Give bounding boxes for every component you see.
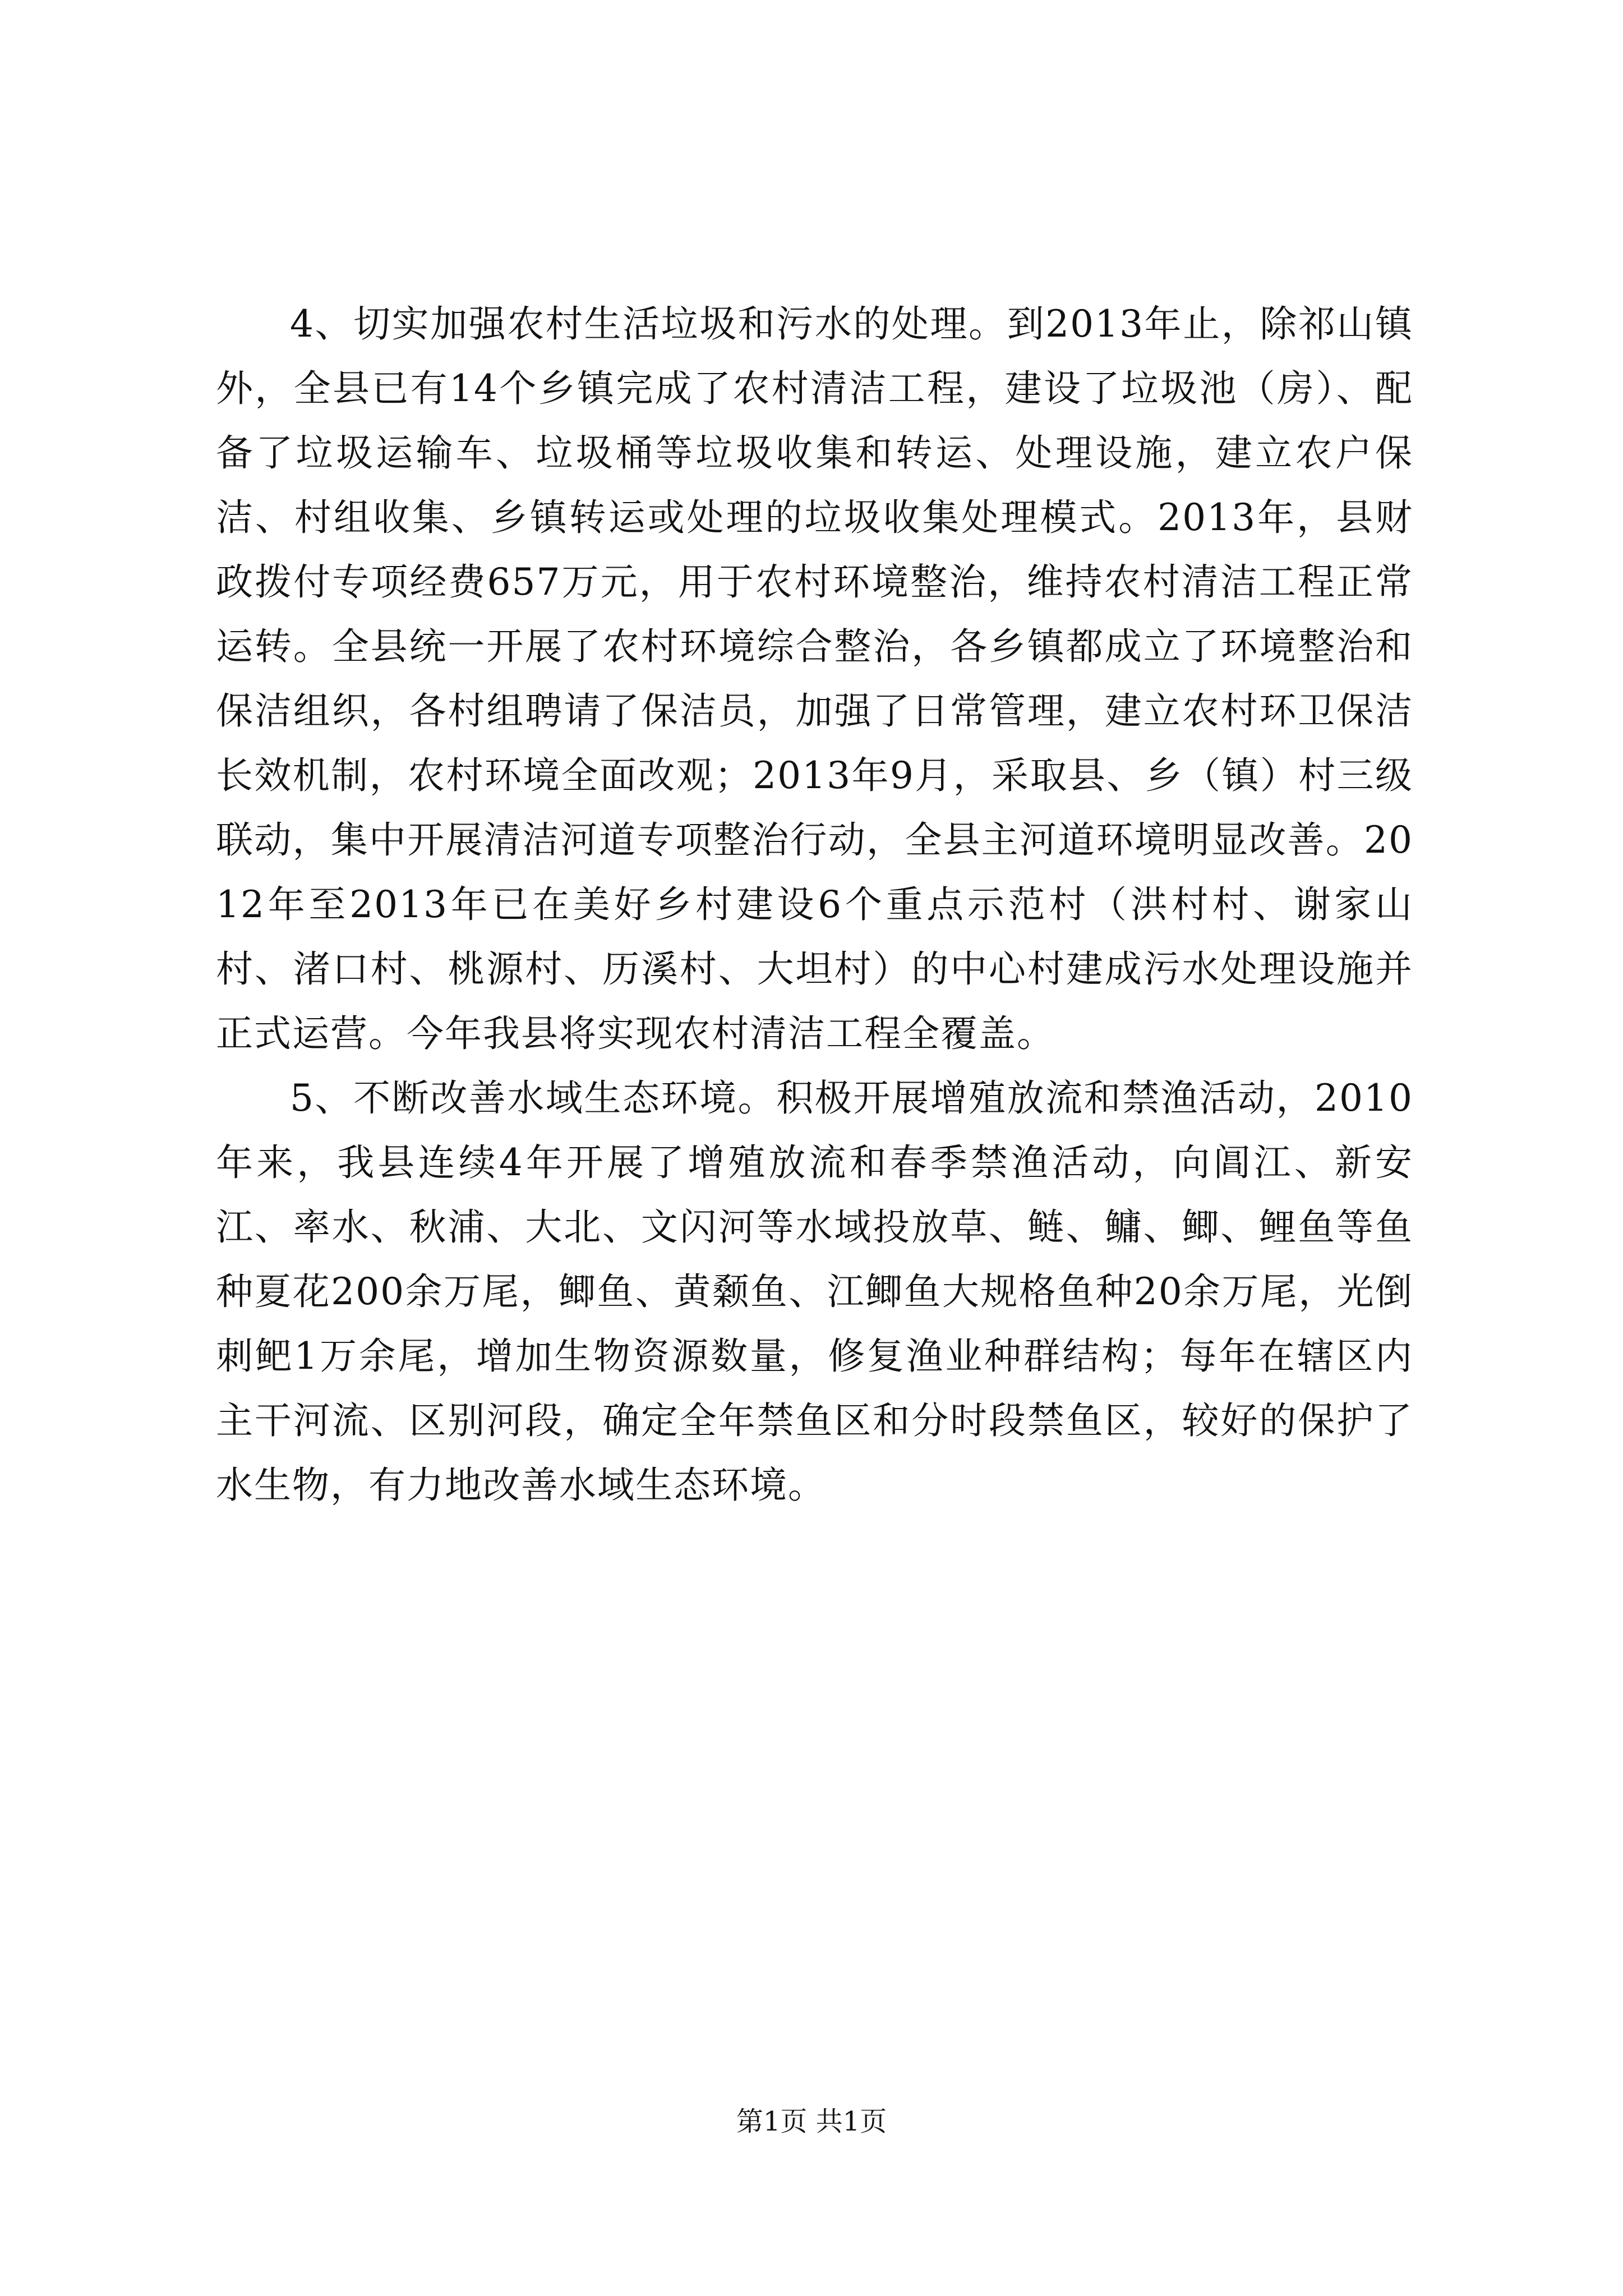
page-number-footer: 第1页 共1页 — [736, 2106, 887, 2137]
document-body — [216, 292, 1413, 1517]
paragraph-rural-waste: 4、切实加强农村生活垃圾和污水的处理。到2013年止，除祁山镇外，全县已有14个乡镇完成了农村清洁工程，建设了垃圾池（房）、配备了垃圾运输车、垃圾桶等垃圾收集和转运、处理设施，建立农户保洁、村组收集、乡镇转运或处理的垃圾收集处理模式。2013年，县财政拨付专项经费657万元，用于农村环境整治，维持农村清洁工程正常运转。全县统一开展了农村环境综合整治，各乡镇都成立了环境整治和保洁组织，各村组聘请了保洁员，加强了日常管理，建立农村环卫保洁长效机制，农村环境全面改观；2013年9月，采取县、乡（镇）村三级联动，集中开展清洁河道专项整治行动，全县主河道环境明显改善。2012年至2013年已在美好乡村建设6个重点示范村（洪村村、谢家山村、渚口村、桃源村、历溪村、大坦村）的中心村建成污水处理设施并正式运营。今年我县将实现农村清洁工程全覆盖。 — [216, 302, 1413, 1055]
paragraph-water-ecology: 5、不断改善水域生态环境。积极开展增殖放流和禁渔活动，2010年来，我县连续4年开展了增殖放流和春季禁渔活动，向阊江、新安江、率水、秋浦、大北、文闪河等水域投放草、鲢、鳙、鲫、鲤鱼等鱼种夏花200余万尾，鲫鱼、黄颡鱼、江鲫鱼大规格鱼种20余万尾，光倒刺鲃1万余尾，增加生物资源数量，修复渔业种群结构；每年在辖区内主干河流、区别河段，确定全年禁鱼区和分时段禁鱼区，较好的保护了水生物，有力地改善水域生态环境。 — [216, 1076, 1413, 1507]
